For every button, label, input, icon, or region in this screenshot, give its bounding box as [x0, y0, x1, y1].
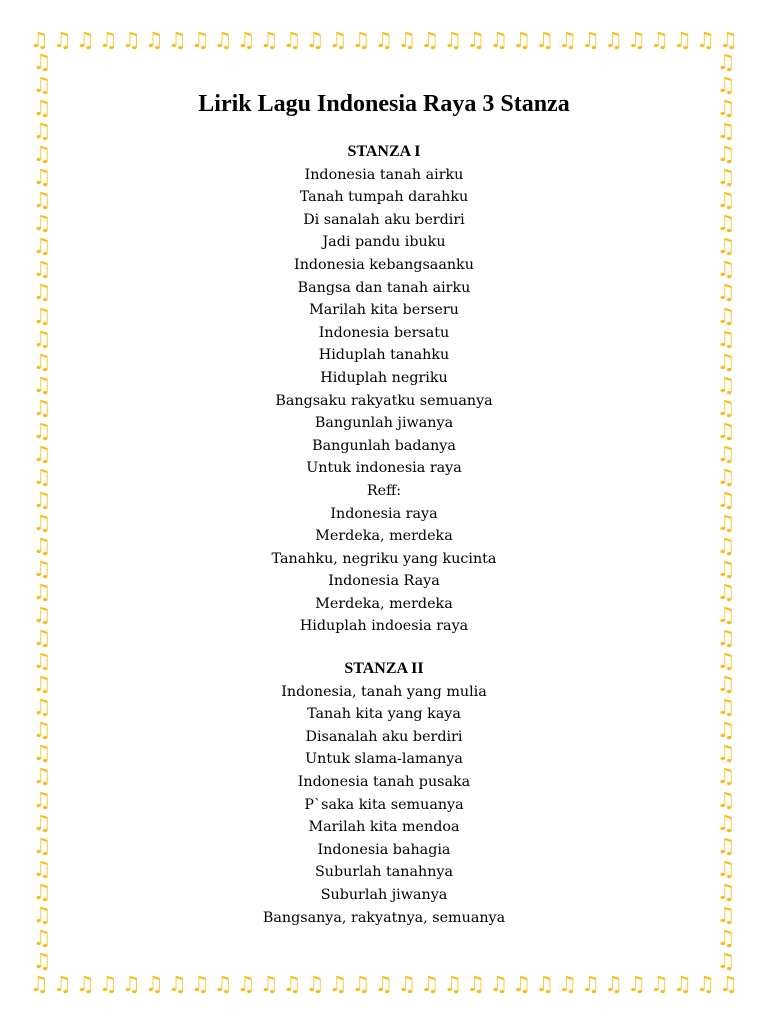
music-note-icon: ♫: [716, 119, 736, 144]
music-note-icon: ♫: [32, 73, 52, 98]
lyric-line: Hiduplah negriku: [320, 369, 448, 386]
music-note-icon: ♫: [716, 165, 736, 190]
border-top: [30, 28, 738, 52]
music-note-icon: ♫: [32, 672, 52, 697]
lyric-line: Indonesia Raya: [328, 573, 440, 590]
music-note-icon: ♫: [328, 28, 348, 52]
lyric-line: Merdeka, merdeka: [315, 528, 453, 545]
page-title: Lirik Lagu Indonesia Raya 3 Stanza: [198, 91, 570, 117]
music-note-icon: ♫: [32, 741, 52, 766]
music-note-icon: ♫: [32, 372, 52, 397]
music-note-icon: ♫: [673, 28, 692, 52]
music-note-icon: ♫: [32, 533, 52, 558]
music-note-icon: ♫: [627, 28, 647, 52]
lyric-line: Hiduplah indoesia raya: [299, 618, 469, 635]
music-note-icon: ♫: [716, 856, 736, 881]
music-note-icon: ♫: [213, 972, 233, 996]
music-note-icon: ♫: [305, 28, 325, 52]
music-note-icon: ♫: [716, 718, 736, 743]
lyric-line: Bangsa dan tanah airku: [297, 279, 471, 296]
music-note-icon: ♫: [98, 28, 118, 52]
lyric-line: Suburlah jiwanya: [320, 887, 448, 903]
music-note-icon: ♫: [32, 603, 52, 628]
music-note-icon: ♫: [716, 372, 736, 397]
music-note-icon: ♫: [121, 28, 141, 52]
music-note-icon: ♫: [32, 188, 52, 213]
music-note-icon: ♫: [32, 695, 52, 720]
stanza-heading: STANZA II: [344, 660, 424, 678]
music-note-icon: ♫: [144, 28, 164, 52]
music-note-icon: ♫: [443, 28, 463, 52]
music-note-icon: ♫: [420, 28, 440, 52]
lyric-line: Tanah tumpah darahku: [299, 189, 469, 206]
music-note-icon: ♫: [30, 972, 49, 996]
music-note-icon: ♫: [716, 787, 736, 812]
music-note-icon: ♫: [716, 464, 736, 489]
music-note-icon: ♫: [716, 626, 736, 651]
music-note-icon: ♫: [236, 28, 256, 52]
lyric-line: Bangsaku rakyatku semuanya: [275, 392, 493, 409]
music-note-icon: ♫: [719, 28, 738, 52]
music-note-icon: ♫: [32, 211, 52, 236]
music-note-icon: ♫: [32, 718, 52, 743]
music-note-icon: ♫: [627, 972, 647, 996]
music-note-icon: ♫: [716, 925, 736, 950]
music-note-icon: ♫: [32, 879, 52, 904]
music-note-icon: ♫: [32, 303, 52, 328]
music-note-icon: ♫: [75, 972, 95, 996]
music-note-icon: ♫: [716, 211, 736, 236]
music-note-icon: ♫: [328, 972, 348, 996]
music-note-icon: ♫: [535, 28, 555, 52]
music-note-icon: ♫: [236, 972, 256, 996]
music-note-icon: ♫: [558, 28, 578, 52]
music-note-icon: ♫: [30, 28, 49, 52]
music-note-icon: ♫: [512, 972, 532, 996]
music-note-icon: ♫: [650, 972, 669, 996]
music-note-icon: ♫: [420, 972, 440, 996]
music-note-icon: ♫: [32, 626, 52, 651]
lyric-line: Di sanalah aku berdiri: [303, 211, 465, 228]
music-note-icon: ♫: [32, 349, 52, 374]
music-note-icon: ♫: [489, 28, 509, 52]
music-note-icon: ♫: [466, 28, 486, 52]
music-note-icon: ♫: [259, 972, 279, 996]
music-note-icon: ♫: [696, 28, 715, 52]
music-note-icon: ♫: [716, 96, 736, 121]
music-note-icon: ♫: [716, 234, 736, 259]
music-note-icon: ♫: [32, 510, 52, 535]
music-note-icon: ♫: [716, 603, 736, 628]
music-note-icon: ♫: [32, 948, 52, 972]
music-note-icon: ♫: [32, 234, 52, 259]
lyric-line: Indonesia tanah airku: [304, 166, 464, 183]
music-note-icon: ♫: [32, 580, 52, 605]
lyric-line: Marilah kita berseru: [309, 302, 459, 319]
music-note-icon: ♫: [32, 326, 52, 351]
music-note-icon: ♫: [716, 142, 736, 167]
lyric-line: Indonesia, tanah yang mulia: [281, 683, 487, 700]
music-note-icon: ♫: [716, 188, 736, 213]
music-note-icon: ♫: [32, 464, 52, 489]
music-note-icon: ♫: [716, 533, 736, 558]
lyric-line: Suburlah tanahnya: [314, 864, 454, 881]
music-note-icon: ♫: [716, 510, 736, 535]
lyric-line: Merdeka, merdeka: [315, 595, 453, 612]
music-note-icon: ♫: [282, 972, 302, 996]
music-note-icon: ♫: [716, 810, 736, 835]
border-bottom: [30, 972, 738, 996]
music-note-icon: ♫: [32, 96, 52, 121]
music-note-icon: ♫: [32, 395, 52, 420]
music-note-icon: ♫: [282, 28, 302, 52]
music-note-icon: ♫: [535, 972, 555, 996]
lyric-line: Tanah kita yang kaya: [307, 706, 461, 723]
music-note-icon: ♫: [351, 28, 371, 52]
lyric-line: Hiduplah tanahku: [318, 347, 450, 364]
music-note-icon: ♫: [374, 28, 394, 52]
music-note-icon: ♫: [581, 972, 601, 996]
music-note-icon: ♫: [32, 833, 52, 858]
lyric-line: Indonesia bahagia: [317, 841, 451, 858]
music-note-icon: ♫: [351, 972, 371, 996]
stanza-2: [80, 658, 688, 929]
lyric-line: Indonesia kebangsaanku: [294, 256, 474, 273]
music-note-icon: ♫: [716, 948, 736, 972]
music-note-icon: ♫: [32, 902, 52, 927]
lyric-line: Bangunlah badanya: [312, 437, 456, 454]
music-note-icon: ♫: [716, 395, 736, 420]
stanza-heading: STANZA I: [347, 143, 421, 160]
music-note-icon: ♫: [716, 764, 736, 789]
music-note-icon: ♫: [144, 972, 164, 996]
music-note-icon: ♫: [32, 925, 52, 950]
music-note-icon: ♫: [374, 972, 394, 996]
music-note-icon: ♫: [32, 257, 52, 282]
lyric-line: Indonesia raya: [330, 505, 438, 522]
music-note-icon: ♫: [32, 649, 52, 674]
music-note-icon: ♫: [98, 972, 118, 996]
music-note-icon: ♫: [512, 28, 532, 52]
music-note-icon: ♫: [397, 28, 417, 52]
music-note-icon: ♫: [604, 972, 624, 996]
music-note-icon: ♫: [75, 28, 95, 52]
music-note-icon: ♫: [716, 303, 736, 328]
lyric-line: Reff:: [366, 482, 402, 499]
music-note-icon: ♫: [650, 28, 669, 52]
music-note-icon: ♫: [716, 557, 736, 582]
music-note-icon: ♫: [716, 52, 736, 74]
lyric-line: Bangsanya, rakyatnya, semuanya: [262, 909, 506, 926]
music-note-icon: ♫: [716, 672, 736, 697]
music-note-icon: ♫: [32, 142, 52, 167]
music-note-icon: ♫: [716, 695, 736, 720]
music-note-icon: ♫: [716, 833, 736, 858]
music-note-icon: ♫: [32, 856, 52, 881]
music-note-icon: ♫: [121, 972, 141, 996]
border-right: [714, 52, 738, 972]
music-note-icon: ♫: [696, 972, 715, 996]
music-note-icon: ♫: [32, 764, 52, 789]
music-note-icon: ♫: [190, 972, 210, 996]
music-note-icon: ♫: [32, 418, 52, 443]
lyric-line: Tanahku, negriku yang kucinta: [271, 550, 497, 567]
music-note-icon: ♫: [259, 28, 279, 52]
music-note-icon: ♫: [52, 972, 72, 996]
music-note-icon: ♫: [32, 487, 52, 512]
music-note-icon: ♫: [716, 487, 736, 512]
music-note-icon: ♫: [716, 257, 736, 282]
lyric-line: Untuk indonesia raya: [306, 460, 462, 477]
music-note-icon: ♫: [716, 879, 736, 904]
music-note-icon: ♫: [716, 649, 736, 674]
lyrics-page: [80, 84, 688, 929]
music-note-icon: ♫: [443, 972, 463, 996]
music-note-icon: ♫: [719, 972, 738, 996]
music-note-icon: ♫: [716, 580, 736, 605]
music-note-icon: ♫: [489, 972, 509, 996]
music-note-icon: ♫: [397, 972, 417, 996]
music-note-icon: ♫: [32, 557, 52, 582]
lyric-line: Bangunlah jiwanya: [314, 415, 454, 432]
music-note-icon: ♫: [604, 28, 624, 52]
music-note-icon: ♫: [716, 902, 736, 927]
lyric-line: Untuk slama-lamanya: [305, 751, 463, 768]
music-note-icon: ♫: [213, 28, 233, 52]
music-note-icon: ♫: [32, 787, 52, 812]
lyric-line: Disanalah aku berdiri: [305, 728, 463, 745]
music-note-icon: ♫: [32, 165, 52, 190]
lyric-line: Indonesia bersatu: [318, 324, 450, 341]
stanza-list: [80, 141, 688, 929]
music-note-icon: ♫: [716, 280, 736, 305]
music-note-icon: ♫: [32, 119, 52, 144]
lyric-line: Marilah kita mendoa: [308, 819, 460, 836]
music-note-icon: ♫: [466, 972, 486, 996]
lyric-line: Jadi pandu ibuku: [322, 234, 446, 251]
music-note-icon: ♫: [716, 326, 736, 351]
lyric-line: Indonesia tanah pusaka: [297, 774, 471, 791]
music-note-icon: ♫: [32, 280, 52, 305]
music-note-icon: ♫: [32, 441, 52, 466]
music-note-icon: ♫: [716, 418, 736, 443]
music-note-icon: ♫: [716, 741, 736, 766]
music-note-icon: ♫: [673, 972, 692, 996]
music-note-icon: ♫: [32, 810, 52, 835]
music-note-icon: ♫: [716, 349, 736, 374]
music-note-icon: ♫: [716, 73, 736, 98]
music-note-icon: ♫: [716, 441, 736, 466]
music-note-icon: ♫: [558, 972, 578, 996]
border-left: [30, 52, 54, 972]
music-note-icon: ♫: [305, 972, 325, 996]
music-note-icon: ♫: [52, 28, 72, 52]
music-note-icon: ♫: [581, 28, 601, 52]
stanza-1: [80, 141, 688, 638]
lyric-line: P`saka kita semuanya: [304, 796, 464, 813]
music-note-icon: ♫: [167, 972, 187, 996]
music-note-icon: ♫: [167, 28, 187, 52]
music-note-icon: ♫: [32, 52, 52, 74]
music-note-icon: ♫: [190, 28, 210, 52]
